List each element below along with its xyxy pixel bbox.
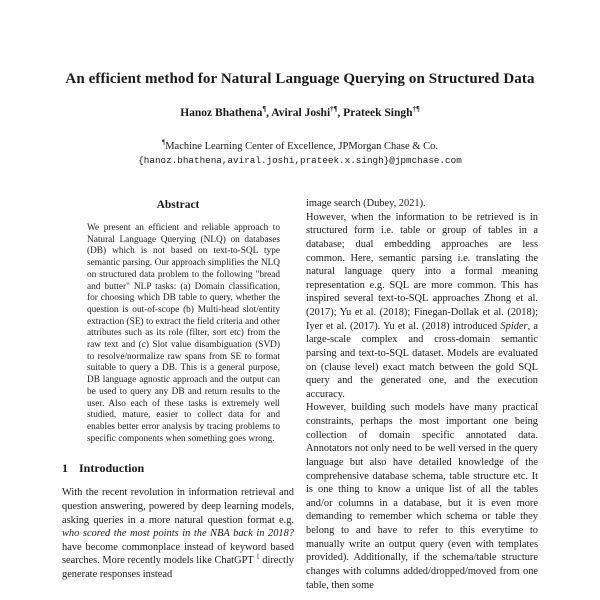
affiliation-line — [0, 138, 600, 152]
right-column — [306, 197, 538, 600]
paper-title: An efficient method for Natural Language Querying on Structured Data — [65, 71, 535, 88]
affiliation-text: Machine Learning Center of Excellence, JPMorgan Chase & Co. — [165, 141, 438, 152]
intro-text: With the recent revolution in information retrieval and question answering, powered by deep learning models, asking queries in a more natural question format e.g. — [62, 487, 294, 526]
dataset-name-italic: Spider — [500, 320, 528, 332]
author-name: Hanoz Bhathena — [180, 107, 263, 119]
section-number: 1 — [62, 461, 68, 476]
author-line — [0, 107, 600, 119]
right-column-paragraph-continuation: image search (Dubey, 2021). — [306, 198, 426, 209]
introduction-paragraph — [62, 486, 294, 581]
author-affiliation-marker: †¶ — [412, 105, 420, 114]
author-name: Aviral Joshi — [271, 107, 331, 119]
affiliation-marker: ¶ — [162, 138, 166, 147]
right-column-paragraph — [306, 211, 538, 402]
abstract-text: We present an efficient and reliable approach to Natural Language Querying (NLQ) on databases (DB) which is not based on text-to-SQL type semantic parsing. Our approach simplifies the NLQ on structured data problem to the following "bread and butter" NLP tasks: (a) Domain classification, for choosing which DB table to query, whether the question is out-of-scope (b) Multi-head slot/entity extraction (SE) to extract the field criteria and other attributes such as its role (filter, sort etc) from the raw text and (c) Slot value disambiguation (SVD) to resolve/normalize raw spans from SE to format suitable to query a DB. This is a general purpose, DB language agnostic approach and the output can be used to query any DB and return results to the user. Also each of these tasks is extremely well studied, mature, easier to collect data for and enables better error analysis by tracing problems to specific components when something goes wrong. — [87, 223, 280, 444]
section-heading-introduction — [62, 461, 294, 476]
intro-text: have become commonplace instead of keyword based searches. More recently models like ChatGPT — [62, 541, 294, 567]
two-column-body — [62, 197, 538, 600]
abstract-heading: Abstract — [156, 199, 200, 211]
author-separator: , — [266, 107, 272, 119]
right-column-paragraph: However, building such models have many practical constraints, perhaps the most important one being collection of domain specific annotated data. Annotators not only need to be well versed in the query language but also have detailed knowledge of the comprehensive database schema, table structure etc. It is one thing to know a unique list of all the tables and/or columns in a database, but it is even more demanding to remember which schema or table they belong to and have to refer to this everytime to manually write an output query (even with templates provided). Additionally, if the schema/table structure changes with columns added/dropped/moved from one table, then some — [306, 402, 538, 591]
section-title: Introduction — [79, 461, 145, 476]
body-text: However, when the information to be retrieved is in structured form i.e. table or group of tables in a database; dual embedding approaches are less common. Here, semantic parsing i.e. translating the natural language query into a formal meaning representation e.g. SQL are more common. This has inspired several text-to-SQL approaches Zhong et al. (2017); Yu et al. (2018); Finegan-Dollak et al. (2018); Iyer et al. (2017). Yu et al. (2018) introduced — [306, 211, 538, 332]
author-name: Prateek Singh — [343, 107, 413, 119]
left-column — [62, 197, 294, 600]
body-text: , a large-scale complex and cross-domain semantic parsing and text-to-SQL dataset. Models are evaluated on (clause level) exact match between the gold SQL query and the generated one, and the execution accuracy. — [306, 320, 538, 400]
footnote-marker: 1 — [256, 553, 260, 562]
author-affiliation-marker: ¶ — [262, 105, 267, 114]
author-affiliation-marker: †¶ — [330, 105, 338, 114]
author-emails: {hanoz.bhathena,aviral.joshi,prateek.x.singh}@jpmchase.com — [138, 155, 462, 166]
intro-text: directly generate responses instead — [62, 555, 294, 581]
intro-italic-example: who scored the most points in the NBA back in 2018? — [62, 528, 294, 540]
author-separator: , — [337, 107, 344, 119]
